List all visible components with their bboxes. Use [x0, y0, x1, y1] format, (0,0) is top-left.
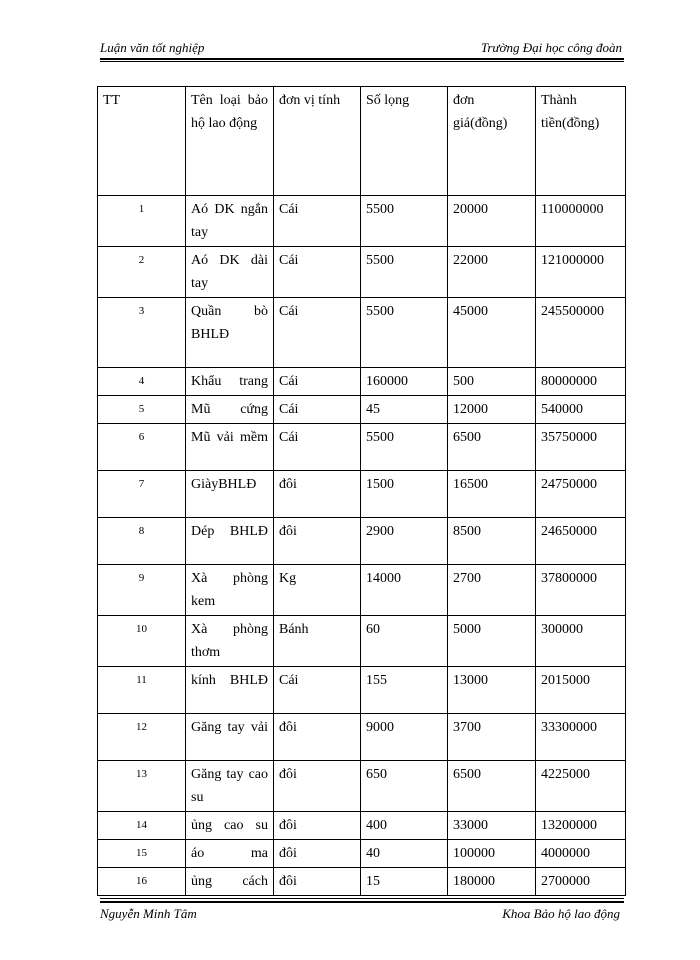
item-quantity: 14000 [361, 565, 448, 616]
footer-rule-thick [100, 901, 624, 903]
item-name: Xà phòng kem [186, 565, 274, 616]
table-row [98, 396, 626, 424]
item-unit-price: 500 [448, 368, 536, 396]
item-unit: đôi [274, 840, 361, 868]
item-name: Dép BHLĐ [186, 518, 274, 565]
item-unit: Cái [274, 298, 361, 368]
item-name: Aó DK ngắn tay [186, 196, 274, 247]
table-row [98, 471, 626, 518]
col-header-tt: TT [98, 87, 186, 196]
item-unit-price: 8500 [448, 518, 536, 565]
item-quantity: 45 [361, 396, 448, 424]
table-row [98, 247, 626, 298]
item-name: Găng tay cao su [186, 761, 274, 812]
item-unit-price: 3700 [448, 714, 536, 761]
item-name: Khẩu trang [186, 368, 274, 396]
item-total: 2700000 [536, 868, 626, 896]
item-total: 245500000 [536, 298, 626, 368]
col-header-quantity: Số lọng [361, 87, 448, 196]
item-total: 540000 [536, 396, 626, 424]
footer-left-text: Nguyễn Minh Tâm [100, 906, 197, 921]
footer-rule-thin [100, 898, 624, 899]
item-unit-price: 2700 [448, 565, 536, 616]
row-number: 15 [98, 840, 186, 868]
table-row [98, 812, 626, 840]
item-quantity: 5500 [361, 298, 448, 368]
item-total: 33300000 [536, 714, 626, 761]
row-number: 2 [98, 247, 186, 298]
item-name: ủng cao su [186, 812, 274, 840]
item-name: áo ma [186, 840, 274, 868]
item-unit-price: 5000 [448, 616, 536, 667]
item-total: 37800000 [536, 565, 626, 616]
item-name: GiàyBHLĐ [186, 471, 274, 518]
item-unit-price: 6500 [448, 761, 536, 812]
item-name: Aó DK dài tay [186, 247, 274, 298]
item-unit-price: 16500 [448, 471, 536, 518]
item-total: 110000000 [536, 196, 626, 247]
item-unit: đôi [274, 868, 361, 896]
col-header-total: Thành tiền(đồng) [536, 87, 626, 196]
item-quantity: 15 [361, 868, 448, 896]
equipment-cost-table [97, 86, 626, 896]
item-unit: Cái [274, 247, 361, 298]
item-quantity: 1500 [361, 471, 448, 518]
footer-right-text: Khoa Bảo hộ lao động [502, 906, 620, 921]
item-total: 121000000 [536, 247, 626, 298]
item-unit: Bánh [274, 616, 361, 667]
item-unit: Cái [274, 196, 361, 247]
row-number: 10 [98, 616, 186, 667]
table-row [98, 714, 626, 761]
row-number: 3 [98, 298, 186, 368]
row-number: 4 [98, 368, 186, 396]
row-number: 8 [98, 518, 186, 565]
item-unit-price: 12000 [448, 396, 536, 424]
row-number: 11 [98, 667, 186, 714]
table-row [98, 761, 626, 812]
item-total: 300000 [536, 616, 626, 667]
item-unit-price: 13000 [448, 667, 536, 714]
row-number: 16 [98, 868, 186, 896]
table-row [98, 196, 626, 247]
item-unit: Kg [274, 565, 361, 616]
item-unit: Cái [274, 424, 361, 471]
header-rule-thick [100, 58, 624, 60]
item-quantity: 5500 [361, 247, 448, 298]
item-unit: đôi [274, 812, 361, 840]
row-number: 1 [98, 196, 186, 247]
item-quantity: 400 [361, 812, 448, 840]
row-number: 5 [98, 396, 186, 424]
item-unit: đôi [274, 714, 361, 761]
col-header-name: Tên loại bảo hộ lao động [186, 87, 274, 196]
item-unit: Cái [274, 667, 361, 714]
col-header-unit: đơn vị tính [274, 87, 361, 196]
table-row [98, 840, 626, 868]
page-footer [100, 898, 624, 920]
item-quantity: 60 [361, 616, 448, 667]
table-row [98, 368, 626, 396]
table-row [98, 298, 626, 368]
item-unit: đôi [274, 761, 361, 812]
item-quantity: 650 [361, 761, 448, 812]
item-total: 4225000 [536, 761, 626, 812]
item-quantity: 5500 [361, 424, 448, 471]
table-row [98, 868, 626, 896]
item-name: Mũ vải mềm [186, 424, 274, 471]
header-right-text: Trường Đại học công đoàn [480, 40, 622, 55]
item-unit: đôi [274, 518, 361, 565]
item-unit-price: 100000 [448, 840, 536, 868]
item-unit-price: 33000 [448, 812, 536, 840]
item-quantity: 160000 [361, 368, 448, 396]
page-header [100, 38, 624, 58]
table-row [98, 616, 626, 667]
row-number: 7 [98, 471, 186, 518]
item-quantity: 5500 [361, 196, 448, 247]
table-header-row [98, 87, 626, 196]
item-total: 80000000 [536, 368, 626, 396]
item-name: ủng cách [186, 868, 274, 896]
item-total: 35750000 [536, 424, 626, 471]
item-name: Xà phòng thơm [186, 616, 274, 667]
table-row [98, 667, 626, 714]
row-number: 14 [98, 812, 186, 840]
item-unit-price: 45000 [448, 298, 536, 368]
table-row [98, 518, 626, 565]
item-name: kính BHLĐ [186, 667, 274, 714]
item-total: 24650000 [536, 518, 626, 565]
item-quantity: 155 [361, 667, 448, 714]
row-number: 6 [98, 424, 186, 471]
col-header-unit-price: đơn giá(đồng) [448, 87, 536, 196]
item-total: 4000000 [536, 840, 626, 868]
item-quantity: 9000 [361, 714, 448, 761]
row-number: 12 [98, 714, 186, 761]
item-name: Găng tay vải [186, 714, 274, 761]
item-name: Quần bò BHLĐ [186, 298, 274, 368]
header-rule-thin [100, 61, 624, 62]
item-unit-price: 6500 [448, 424, 536, 471]
item-unit: đôi [274, 471, 361, 518]
row-number: 13 [98, 761, 186, 812]
item-quantity: 2900 [361, 518, 448, 565]
item-unit-price: 22000 [448, 247, 536, 298]
item-quantity: 40 [361, 840, 448, 868]
item-unit: Cái [274, 396, 361, 424]
item-unit-price: 180000 [448, 868, 536, 896]
table-row [98, 565, 626, 616]
item-total: 24750000 [536, 471, 626, 518]
header-left-text: Luận văn tốt nghiệp [100, 40, 205, 55]
table-row [98, 424, 626, 471]
item-name: Mũ cứng [186, 396, 274, 424]
row-number: 9 [98, 565, 186, 616]
item-total: 2015000 [536, 667, 626, 714]
item-total: 13200000 [536, 812, 626, 840]
item-unit: Cái [274, 368, 361, 396]
item-unit-price: 20000 [448, 196, 536, 247]
